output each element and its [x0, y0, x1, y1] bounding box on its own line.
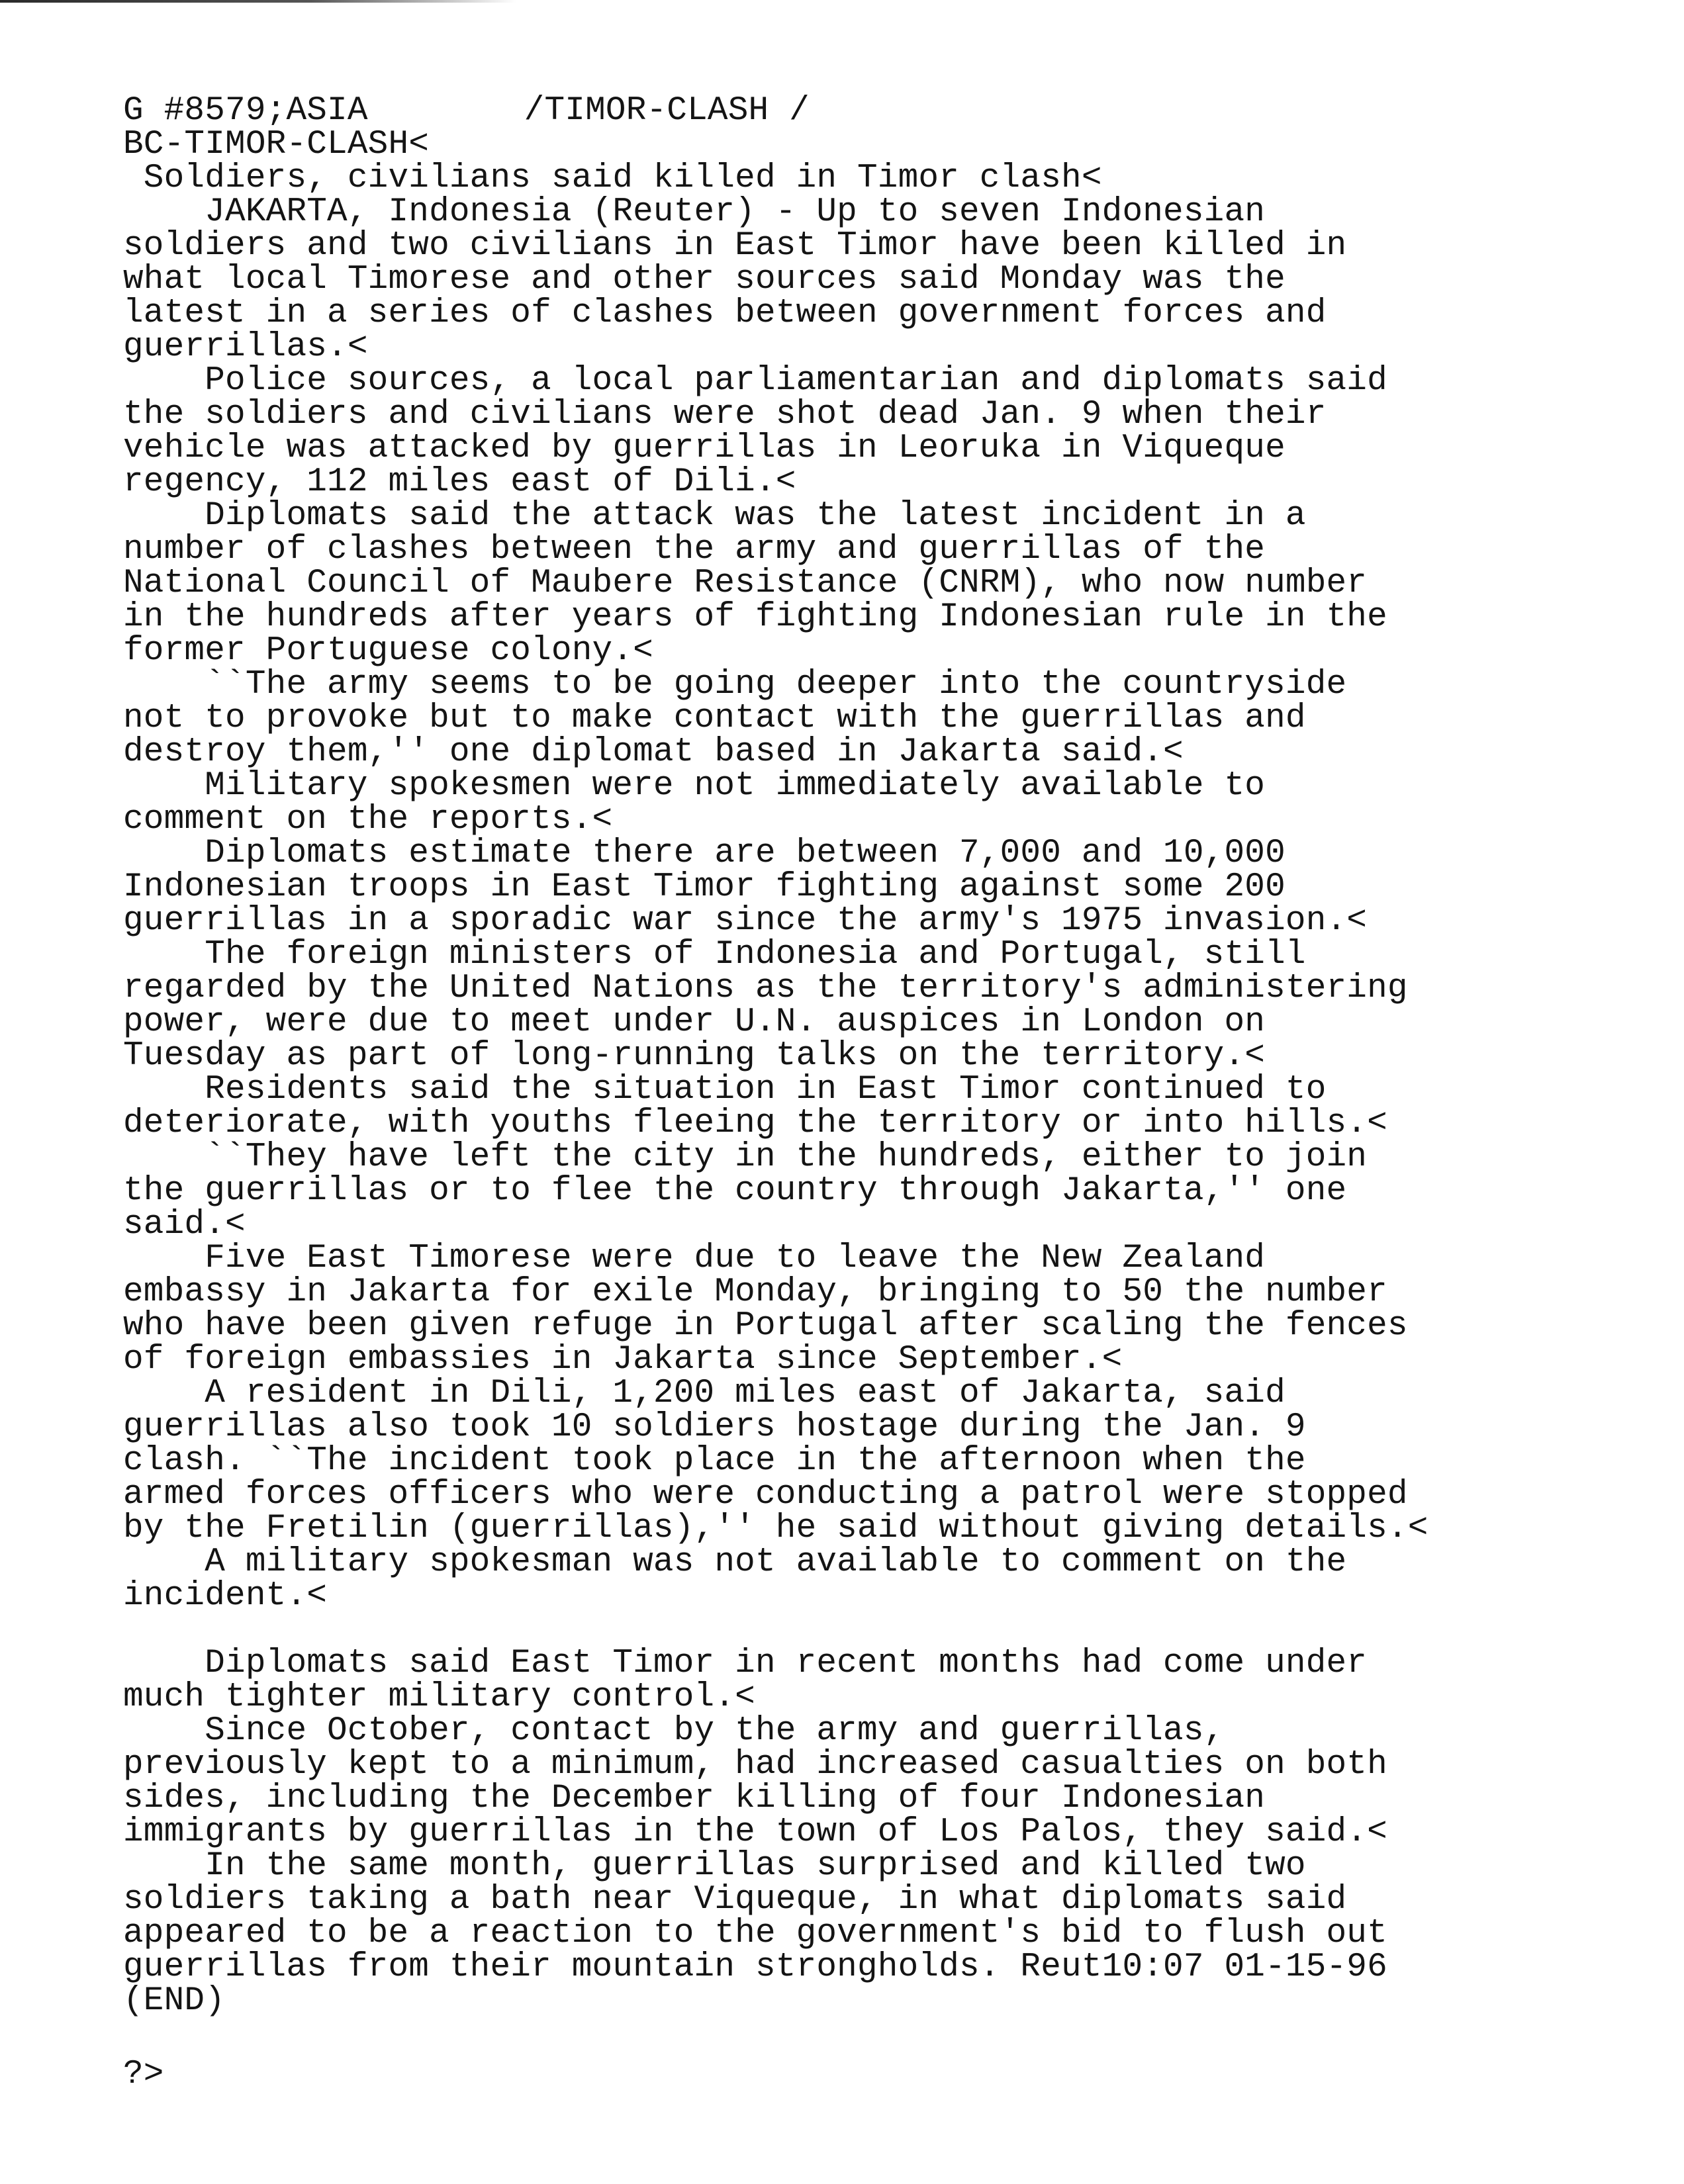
text-line: former Portuguese colony.< [123, 632, 653, 670]
text-line: guerrillas from their mountain strongholds. Reut10:07 01-15-96 [123, 1948, 1387, 1986]
text-line: soldiers and two civilians in East Timor have been killed in [123, 227, 1347, 265]
text-line: Indonesian troops in East Timor fighting against some 200 [123, 868, 1286, 906]
text-line: Military spokesmen were not immediately available to [123, 767, 1266, 805]
text-line: vehicle was attacked by guerrillas in Leoruka in Viqueque [123, 430, 1286, 467]
text-line: sides, including the December killing of four Indonesian [123, 1780, 1266, 1817]
text-line: Diplomats said East Timor in recent months had come under [123, 1645, 1368, 1682]
text-line: guerrillas in a sporadic war since the army's 1975 invasion.< [123, 902, 1368, 940]
text-line: Since October, contact by the army and guerrillas, [123, 1712, 1225, 1750]
text-line: the soldiers and civilians were shot dead Jan. 9 when their [123, 396, 1327, 433]
text-line: ``The army seems to be going deeper into the countryside [123, 666, 1347, 704]
text-line: regency, 112 miles east of Dili.< [123, 463, 796, 501]
text-line: ``They have left the city in the hundreds, either to join [123, 1138, 1368, 1176]
header-line [123, 94, 1606, 128]
text-line: destroy them,'' one diplomat based in Jakarta said.< [123, 733, 1184, 771]
text-line: not to provoke but to make contact with the guerrillas and [123, 700, 1306, 737]
text-line: BC-TIMOR-CLASH< [123, 126, 430, 163]
text-line: Police sources, a local parliamentarian and diplomats said [123, 362, 1387, 400]
text-line: armed forces officers who were conducting a patrol were stopped [123, 1476, 1408, 1514]
text-line: of foreign embassies in Jakarta since September.< [123, 1341, 1123, 1379]
text-line: National Council of Maubere Resistance (CNRM), who now number [123, 565, 1368, 602]
text-line: embassy in Jakarta for exile Monday, bringing to 50 the number [123, 1273, 1387, 1311]
text-line: latest in a series of clashes between government forces and [123, 295, 1327, 332]
terminal-prompt: ?> [123, 2056, 164, 2093]
text-line: JAKARTA, Indonesia (Reuter) - Up to seven Indonesian [123, 193, 1266, 231]
text-line: what local Timorese and other sources said Monday was the [123, 261, 1286, 298]
text-line: incident.< [123, 1577, 328, 1615]
text-line: Five East Timorese were due to leave the New Zealand [123, 1240, 1266, 1277]
text-line: number of clashes between the army and guerrillas of the [123, 531, 1266, 569]
text-line: deteriorate, with youths fleeing the territory or into hills.< [123, 1105, 1387, 1142]
text-line: A resident in Dili, 1,200 miles east of Jakarta, said [123, 1375, 1286, 1412]
scan-edge-mark [0, 0, 516, 3]
text-line: Soldiers, civilians said killed in Timor clash< [123, 159, 1102, 197]
blank-line [123, 1613, 1606, 1647]
text-line: the guerrillas or to flee the country through Jakarta,'' one [123, 1172, 1347, 1210]
text-line: In the same month, guerrillas surprised and killed two [123, 1847, 1306, 1885]
text-line: in the hundreds after years of fighting Indonesian rule in the [123, 598, 1387, 636]
text-line: regarded by the United Nations as the territory's administering [123, 970, 1408, 1007]
text-line: much tighter military control.< [123, 1678, 755, 1716]
text-line: immigrants by guerrillas in the town of Los Palos, they said.< [123, 1813, 1387, 1851]
text-line: The foreign ministers of Indonesia and Portugal, still [123, 936, 1306, 974]
text-line: guerrillas also took 10 soldiers hostage during the Jan. 9 [123, 1408, 1306, 1446]
story-id: G #8579;ASIA [123, 92, 368, 130]
text-line: said.< [123, 1206, 246, 1244]
text-line: who have been given refuge in Portugal after scaling the fences [123, 1307, 1408, 1345]
footer-gap [123, 2018, 1606, 2058]
story-slug: /TIMOR-CLASH / [524, 92, 810, 130]
text-line: Diplomats estimate there are between 7,000 and 10,000 [123, 835, 1286, 872]
text-line: clash. ``The incident took place in the afternoon when the [123, 1442, 1306, 1480]
text-line: appeared to be a reaction to the government's bid to flush out [123, 1915, 1387, 1952]
text-line: Tuesday as part of long-running talks on the territory.< [123, 1037, 1266, 1075]
text-line: guerrillas.< [123, 328, 368, 366]
text-line: power, were due to meet under U.N. auspices in London on [123, 1003, 1266, 1041]
text-line: comment on the reports.< [123, 801, 613, 839]
text-line: soldiers taking a bath near Viqueque, in what diplomats said [123, 1881, 1347, 1919]
article-body [123, 128, 1606, 2018]
text-line: previously kept to a minimum, had increased casualties on both [123, 1746, 1387, 1784]
text-line: A military spokesman was not available to comment on the [123, 1543, 1347, 1581]
text-line: (END) [123, 1982, 226, 2020]
teletype-document [123, 94, 1606, 2091]
text-line: Diplomats said the attack was the latest incident in a [123, 497, 1306, 535]
text-line: Residents said the situation in East Timor continued to [123, 1071, 1327, 1109]
text-line: by the Fretilin (guerrillas),'' he said without giving details.< [123, 1510, 1428, 1547]
